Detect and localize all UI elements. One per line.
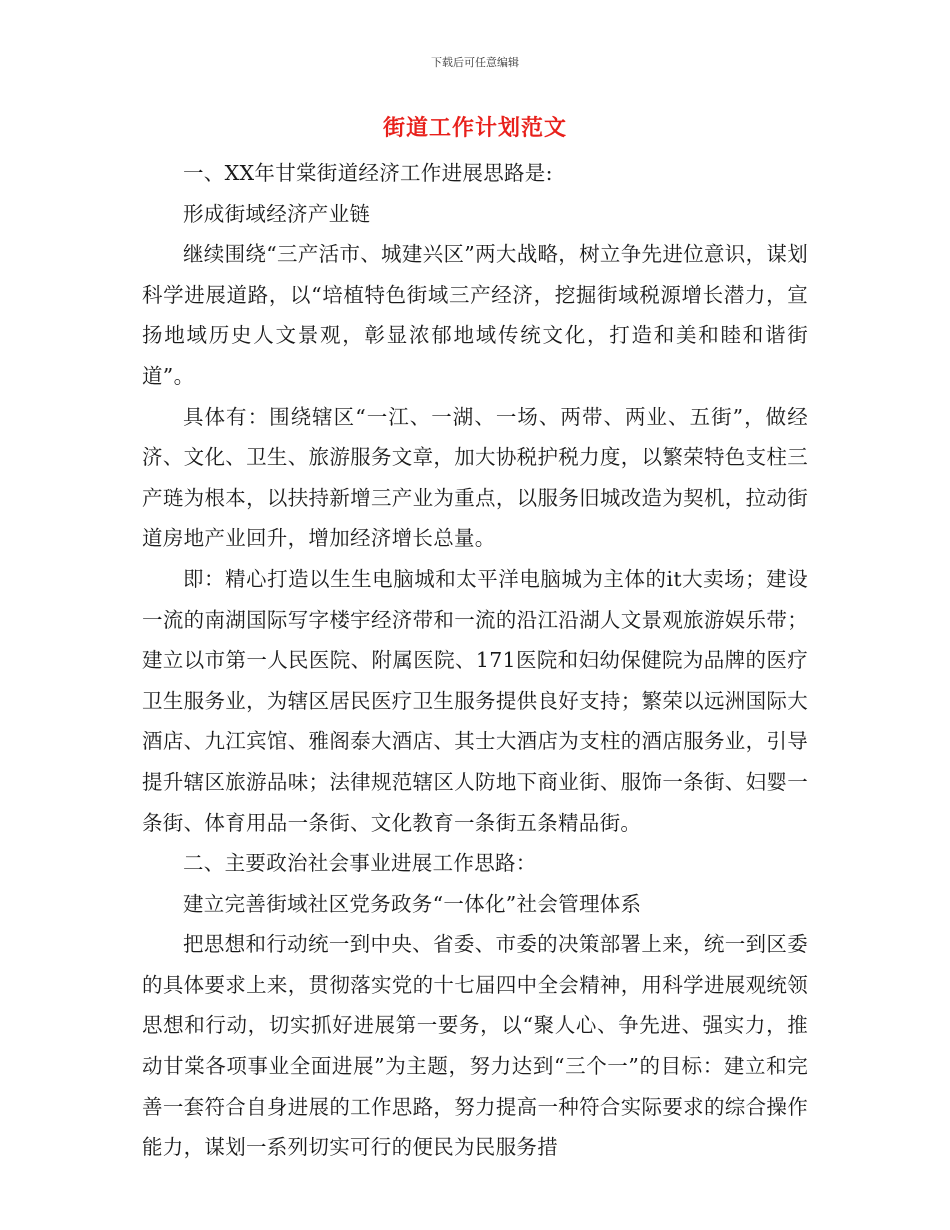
paragraph-8: 把思想和行动统一到中央、省委、市委的决策部署上来，统一到区委的具体要求上来，贯彻落实党的十七届四中全会精神，用科学进展观统领思想和行动，切实抓好进展第一要务，以“聚人心、争先进、强实力，推动甘棠各项事业全面进展”为主题，努力达到“三个一”的目标：建立和完善一套符合自身进展的工作思路，努力提高一种符合实际要求的综合操作能力，谋划一系列切实可行的便民为民服务措: [142, 932, 808, 1160]
document-title: 街道工作计划范文: [382, 116, 567, 141]
paragraph-4: 具体有：围绕辖区“一江、一湖、一场、两带、两业、五街”，做经济、文化、卫生、旅游服务文章，加大协税护税力度，以繁荣特色支柱三产琏为根本，以扶持新增三产业为重点，以服务旧城改造为契机，拉动街道房地产业回升，增加经济增长总量。: [142, 404, 808, 551]
paragraph-6: 二、主要政治社会事业进展工作思路：: [183, 851, 537, 876]
paragraph-7: 建立完善街域社区党务政务“一体化”社会管理体系: [183, 891, 642, 916]
paragraph-5: 即：精心打造以生生电脑城和太平洋电脑城为主体的it大卖场；建设一流的南湖国际写字楼宇经济带和一流的沿江沿湖人文景观旅游娱乐带；建立以市第一人民医院、附属医院、171医院和妇幼保健院为品牌的医疗卫生服务业，为辖区居民医疗卫生服务提供良好支持；繁荣以远洲国际大酒店、九江宾馆、雅阁泰大酒店、其士大酒店为支柱的酒店服务业，引导提升辖区旅游品味；法律规范辖区人防地下商业街、服饰一条街、妇婴一条街、体育用品一条街、文化教育一条街五条精品街。: [142, 566, 808, 835]
paragraph-2: 形成街域经济产业链: [183, 201, 371, 226]
document-body: [142, 153, 808, 1168]
paragraph-1: 一、XX年甘棠街道经济工作进展思路是:: [183, 161, 553, 185]
page-header: 下载后可任意编辑: [431, 56, 519, 69]
paragraph-3: 继续围绕“三产活市、城建兴区”两大战略，树立争先进位意识，谋划科学进展道路，以“培植特色街域三产经济，挖掘街域税源增长潜力，宣扬地域历史人文景观，彰显浓郁地域传统文化，打造和美和睦和谐街道”。: [142, 242, 808, 388]
